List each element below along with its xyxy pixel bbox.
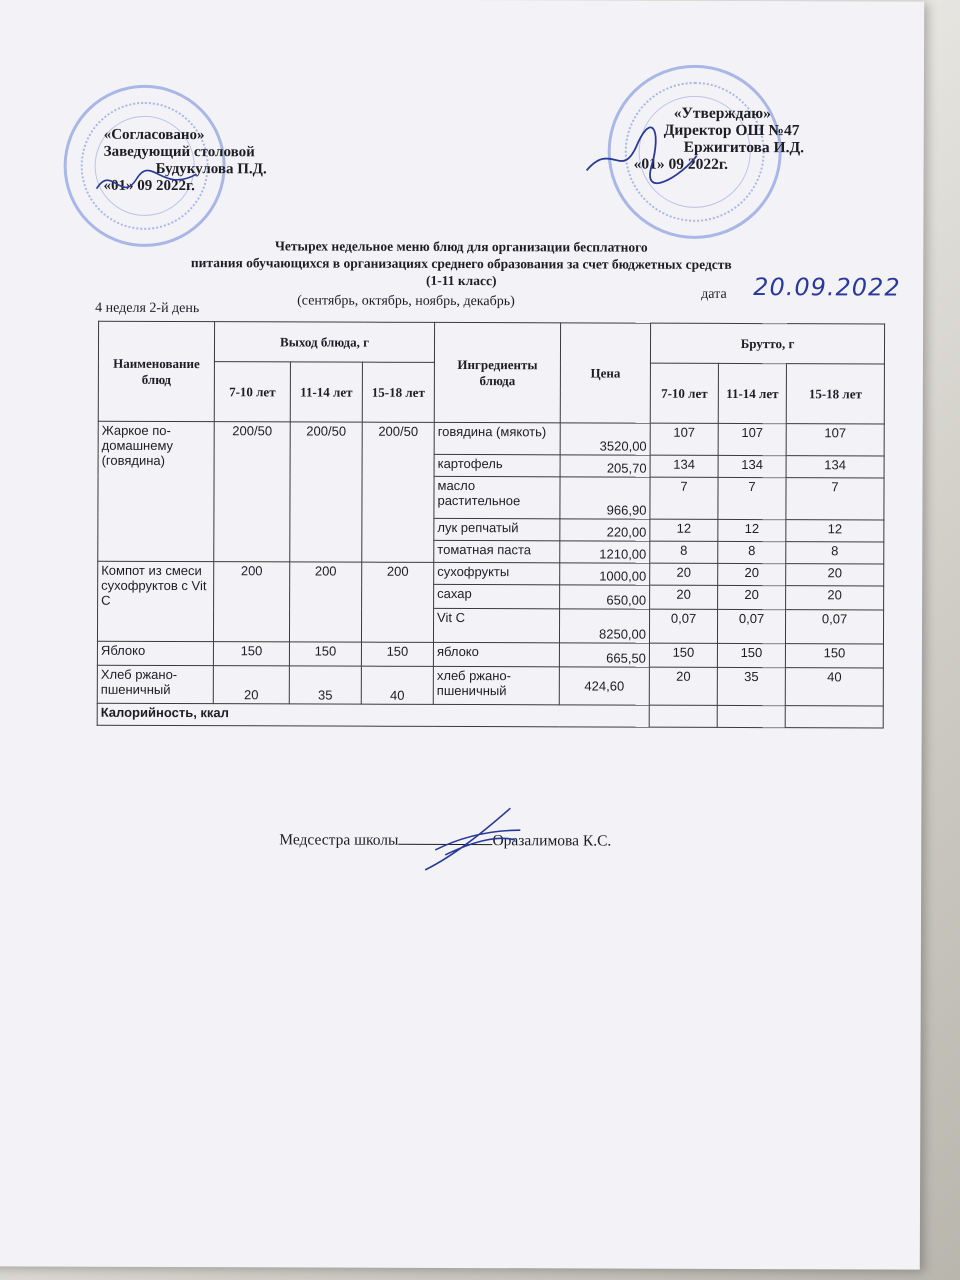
ingredient-price: 205,70: [560, 455, 650, 477]
ingredient-name: картофель: [434, 454, 560, 476]
ingredient-gross: 134: [786, 456, 884, 478]
dish-output: 40: [361, 666, 433, 704]
nurse-name: Оразалимова К.С.: [492, 832, 612, 850]
ingredient-price: 3520,00: [560, 423, 650, 455]
calories-value: [717, 705, 785, 727]
ingredient-name: Vit C: [433, 608, 559, 642]
calories-value: [649, 705, 717, 727]
ingredient-gross: 20: [786, 564, 884, 586]
nurse-label: Медсестра школы: [279, 831, 399, 849]
dish-output: 20: [213, 666, 289, 704]
title-line-2: питания обучающихся в организациях среднего образования за счет бюджетных средств: [190, 255, 732, 272]
dish-output: 200/50: [290, 422, 362, 562]
ingredient-name: яблоко: [433, 642, 559, 666]
right-signature: [582, 120, 702, 190]
ingredient-gross: 150: [717, 643, 785, 667]
ingredient-name: лук репчатый: [434, 518, 560, 540]
ingredient-price: 665,50: [559, 643, 649, 667]
ingredient-gross: 12: [718, 519, 786, 541]
ingredient-price: 424,60: [559, 667, 649, 705]
ingredient-gross: 12: [786, 520, 884, 542]
menu-table: [97, 321, 885, 729]
dish-output: 150: [289, 642, 361, 666]
approval-right-title: «Утверждаю»: [673, 104, 771, 123]
ingredient-name: хлеб ржано-пшеничный: [433, 666, 559, 704]
dish-output: 200: [289, 562, 361, 642]
ingredient-gross: 20: [786, 586, 884, 610]
ingredient-gross: 134: [718, 455, 786, 477]
ingredient-name: сухофрукты: [434, 562, 560, 584]
ingredient-gross: 107: [650, 423, 718, 455]
ingredient-gross: 150: [649, 643, 717, 667]
dish-name: Компот из смеси сухофруктов с Vit C: [97, 561, 213, 641]
approval-left-position: Заведующий столовой: [103, 143, 255, 161]
nurse-signature: [415, 800, 525, 880]
ingredient-price: 650,00: [560, 585, 650, 609]
header-gross: Брутто, г: [650, 323, 884, 364]
dish-output: 35: [289, 666, 361, 704]
ingredient-price: 220,00: [560, 519, 650, 541]
table-row: [98, 421, 884, 456]
ingredient-gross: 20: [718, 585, 786, 609]
approval-right-position: Директор ОШ №47: [663, 121, 800, 140]
ingredient-gross: 40: [785, 668, 883, 706]
header-out-age-2: 11-14 лет: [290, 362, 362, 422]
ingredient-gross: 0,07: [785, 610, 883, 644]
ingredient-gross: 7: [718, 477, 786, 519]
ingredient-name: томатная паста: [434, 540, 560, 562]
ingredient-gross: 12: [650, 519, 718, 541]
ingredient-name: говядина (мякоть): [434, 422, 560, 454]
dish-output: 200: [361, 562, 433, 642]
document-title: [111, 237, 811, 290]
title-line-1: Четырех недельное меню блюд для организации бесплатного: [274, 238, 648, 255]
approval-left-date: «01» 09 2022г.: [103, 177, 195, 195]
months: (сентябрь, октябрь, ноябрь, декабрь): [297, 293, 515, 310]
ingredient-price: 1210,00: [560, 541, 650, 563]
header-out-age-1: 7-10 лет: [214, 362, 290, 422]
calories-row: [97, 703, 883, 728]
dish-name: Жаркое по-домашнему (говядина): [98, 421, 214, 561]
ingredient-gross: 20: [718, 563, 786, 585]
week-day: 4 неделя 2-й день: [95, 300, 200, 317]
handwritten-date: 20.09.2022: [753, 273, 901, 302]
approval-left-name: Будукулова П.Д.: [155, 160, 267, 178]
ingredient-gross: 20: [650, 563, 718, 585]
dish-output: 200/50: [214, 422, 290, 562]
dish-output: 150: [361, 642, 433, 666]
ingredient-price: 8250,00: [559, 609, 649, 643]
title-line-3: (1-11 класс): [425, 272, 497, 289]
ingredient-gross: 35: [717, 667, 785, 705]
approval-right-name: Ержигитова И.Д.: [683, 138, 805, 157]
ingredient-gross: 7: [786, 478, 884, 520]
date-label: дата: [701, 286, 727, 302]
ingredient-gross: 0,07: [649, 609, 717, 643]
ingredient-gross: 20: [650, 585, 718, 609]
header-price: Цена: [560, 323, 650, 423]
calories-label: Калорийность, ккал: [97, 703, 649, 727]
table-row: [97, 665, 883, 706]
header-gross-age-3: 15-18 лет: [786, 364, 884, 424]
ingredient-price: 966,90: [560, 477, 650, 519]
dish-output: 200: [213, 562, 289, 642]
header-gross-age-2: 11-14 лет: [718, 363, 786, 423]
header-out-age-3: 15-18 лет: [362, 362, 434, 422]
ingredient-gross: 8: [718, 541, 786, 563]
dish-name: Хлеб ржано-пшеничный: [97, 665, 213, 703]
ingredient-gross: 8: [786, 542, 884, 564]
ingredient-gross: 150: [785, 644, 883, 668]
dish-name: Яблоко: [97, 641, 213, 665]
ingredient-name: сахар: [434, 584, 560, 608]
ingredient-name: масло растительное: [434, 476, 560, 518]
calories-value: [785, 706, 883, 728]
ingredient-gross: 107: [718, 423, 786, 455]
header-ingredients: Ингредиенты блюда: [434, 322, 560, 422]
header-dish: Наименование блюд: [98, 321, 214, 421]
approval-left-title: «Согласовано»: [103, 126, 205, 144]
header-gross-age-1: 7-10 лет: [650, 363, 718, 423]
ingredient-gross: 134: [650, 455, 718, 477]
ingredient-gross: 8: [650, 541, 718, 563]
ingredient-gross: 0,07: [717, 609, 785, 643]
left-signature: [91, 159, 201, 209]
ingredient-gross: 7: [650, 477, 718, 519]
table-row: [98, 561, 884, 586]
dish-output: 150: [213, 642, 289, 666]
ingredient-gross: 107: [786, 424, 884, 456]
approval-right-date: «01» 09 2022г.: [633, 155, 729, 173]
ingredient-gross: 20: [649, 667, 717, 705]
ingredient-price: 1000,00: [560, 563, 650, 585]
table-row: [97, 641, 883, 668]
dish-output: 200/50: [362, 422, 435, 562]
header-output: Выход блюда, г: [214, 322, 434, 363]
